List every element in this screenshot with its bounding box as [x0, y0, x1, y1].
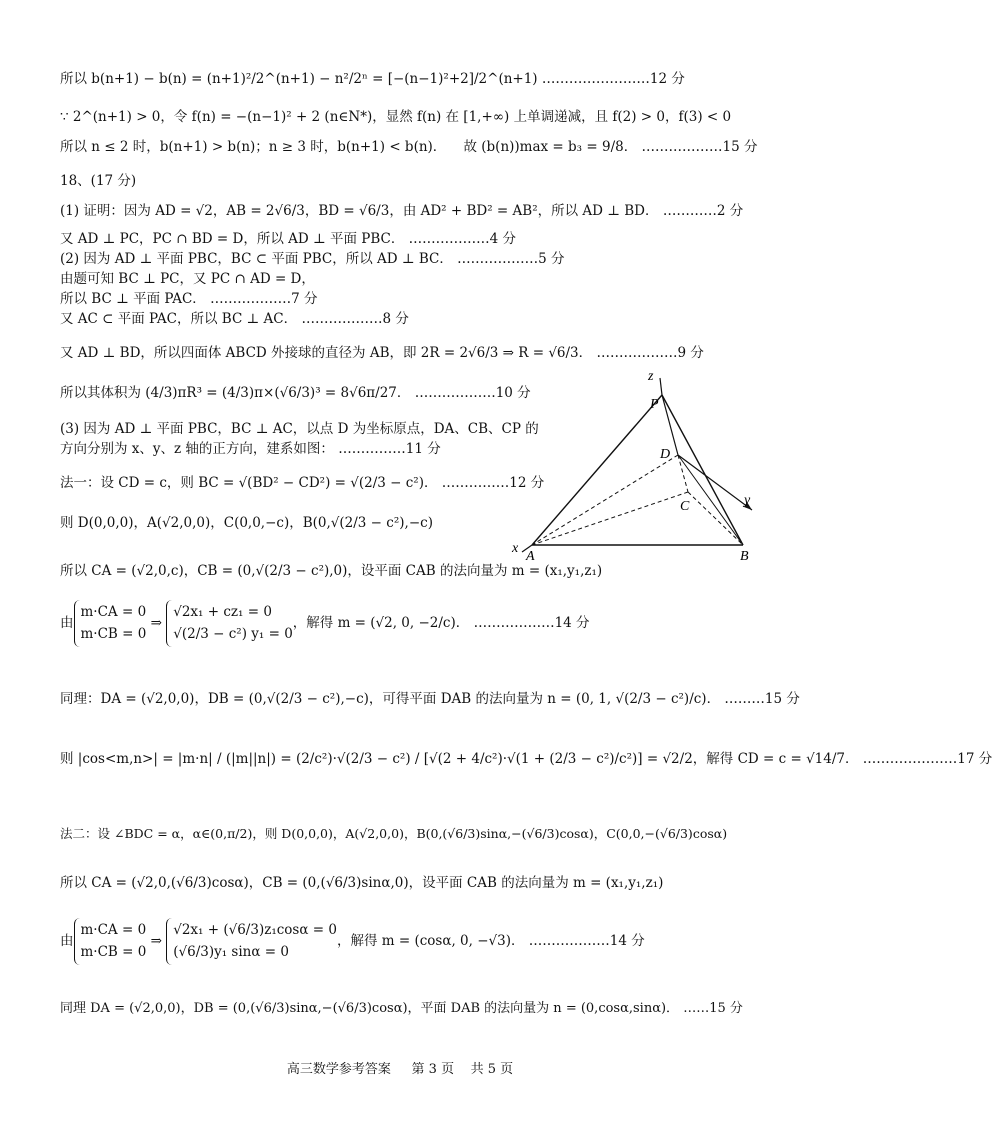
label-B: B	[740, 549, 749, 564]
question-number: 18、(17 分)	[60, 173, 137, 189]
text-line: 所以 n ≤ 2 时，b(n+1) > b(n)；n ≥ 3 时，b(n+1) < b(n)． 故 (b(n))max = b₃ = 9/8． ………………15 分	[60, 139, 758, 155]
edge-PA	[532, 395, 662, 545]
label-P: P	[650, 397, 659, 412]
label-A: A	[526, 549, 535, 564]
text-line: 所以 BC ⊥ 平面 PAC． ………………7 分	[60, 291, 318, 307]
system-right: √2x₁ + cz₁ = 0 √(2/3 − c²) y₁ = 0	[166, 600, 293, 647]
system-left: m·CA = 0 m·CB = 0	[74, 918, 147, 965]
equation-system: 由 m·CA = 0 m·CB = 0 ⇒ √2x₁ + cz₁ = 0 √(2/3 − c²) y₁ = 0 ，解得 m = (√2, 0, −2/c)． ………………14 分	[60, 600, 590, 647]
text-line: 又 AD ⊥ PC，PC ∩ BD = D，所以 AD ⊥ 平面 PBC． ………………4 分	[60, 231, 517, 247]
text-line: (2) 因为 AD ⊥ 平面 PBC，BC ⊂ 平面 PBC，所以 AD ⊥ BC． ………………5 分	[60, 251, 565, 267]
text-line: 所以 b(n+1) − b(n) = (n+1)²/2^(n+1) − n²/2ⁿ = [−(n−1)²+2]/2^(n+1) ……………………12 分	[60, 71, 685, 87]
text-line: 所以 CA = (√2,0,c)，CB = (0,√(2/3 − c²),0)，设平面 CAB 的法向量为 m = (x₁,y₁,z₁)	[60, 563, 603, 579]
label-y: y	[744, 493, 751, 508]
tetrahedron-figure	[500, 360, 780, 570]
text-line: 同理：DA = (√2,0,0)，DB = (0,√(2/3 − c²),−c)，可得平面 DAB 的法向量为 n = (0, 1, √(2/3 − c²)/c)． ………15 分	[60, 691, 800, 707]
text-line: 又 AC ⊂ 平面 PAC，所以 BC ⊥ AC． ………………8 分	[60, 311, 409, 327]
text-line: 所以其体积为 (4/3)πR³ = (4/3)π×(√6/3)³ = 8√6π/27． ………………10 分	[60, 385, 531, 401]
text-line: 同理 DA = (√2,0,0)，DB = (0,(√6/3)sinα,−(√6/3)cosα)，平面 DAB 的法向量为 n = (0,cosα,sinα)． ……15 分	[60, 1001, 743, 1016]
equation-system: 由 m·CA = 0 m·CB = 0 ⇒ √2x₁ + (√6/3)z₁cosα = 0 (√6/3)y₁ sinα = 0 ，解得 m = (cosα, 0, −√3)． ………………14 分	[60, 918, 645, 965]
page-footer: 高三数学参考答案 第 3 页 共 5 页	[286, 1062, 514, 1077]
edge-PB	[662, 395, 743, 545]
text-line: 则 D(0,0,0)，A(√2,0,0)，C(0,0,−c)，B(0,√(2/3 − c²),−c)	[60, 515, 433, 531]
text-line: (3) 因为 AD ⊥ 平面 PBC，BC ⊥ AC，以点 D 为坐标原点，DA、CB、CP 的	[60, 421, 539, 437]
text-line: 由题可知 BC ⊥ PC，又 PC ∩ AD = D，	[60, 271, 315, 287]
edge-DA	[532, 455, 678, 545]
label-C: C	[680, 499, 690, 514]
edge-CB	[688, 492, 743, 545]
text-line: (1) 证明：因为 AD = √2，AB = 2√6/3，BD = √6/3，由 AD² + BD² = AB²，所以 AD ⊥ BD． …………2 分	[60, 203, 744, 219]
edge-PD	[662, 395, 678, 455]
z-axis	[660, 378, 662, 395]
system-right: √2x₁ + (√6/3)z₁cosα = 0 (√6/3)y₁ sinα = 0	[166, 918, 337, 965]
text-line: 法二：设 ∠BDC = α，α∈(0,π/2)，则 D(0,0,0)，A(√2,0,0)，B(0,(√6/3)sinα,−(√6/3)cosα)，C(0,0,−(√6/3)cosα)	[60, 826, 728, 841]
text-line: 所以 CA = (√2,0,(√6/3)cosα)，CB = (0,(√6/3)sinα,0)，设平面 CAB 的法向量为 m = (x₁,y₁,z₁)	[60, 875, 664, 891]
text-line: 方向分别为 x、y、z 轴的正方向，建系如图： ……………11 分	[60, 441, 441, 457]
text-line: ∵ 2^(n+1) > 0，令 f(n) = −(n−1)² + 2 (n∈N*)，显然 f(n) 在 [1,+∞) 上单调递减，且 f(2) > 0，f(3) < 0	[60, 109, 732, 125]
edge-DC	[678, 455, 688, 492]
text-line: 又 AD ⊥ BD，所以四面体 ABCD 外接球的直径为 AB，即 2R = 2√6/3 ⇒ R = √6/3． ………………9 分	[60, 345, 704, 361]
text-line: 法一：设 CD = c，则 BC = √(BD² − CD²) = √(2/3 − c²)． ……………12 分	[60, 475, 545, 491]
label-x: x	[512, 541, 519, 556]
label-D: D	[660, 447, 671, 462]
system-left: m·CA = 0 m·CB = 0	[74, 600, 147, 647]
text-line: 则 |cos<m,n>| = |m·n| / (|m||n|) = (2/c²)·√(2/3 − c²) / [√(2 + 4/c²)·√(1 + (2/3 − c²)/c²)] = √2/2，解得 CD = c = √14/7． …………………17 分	[60, 751, 992, 767]
label-z: z	[648, 369, 654, 384]
